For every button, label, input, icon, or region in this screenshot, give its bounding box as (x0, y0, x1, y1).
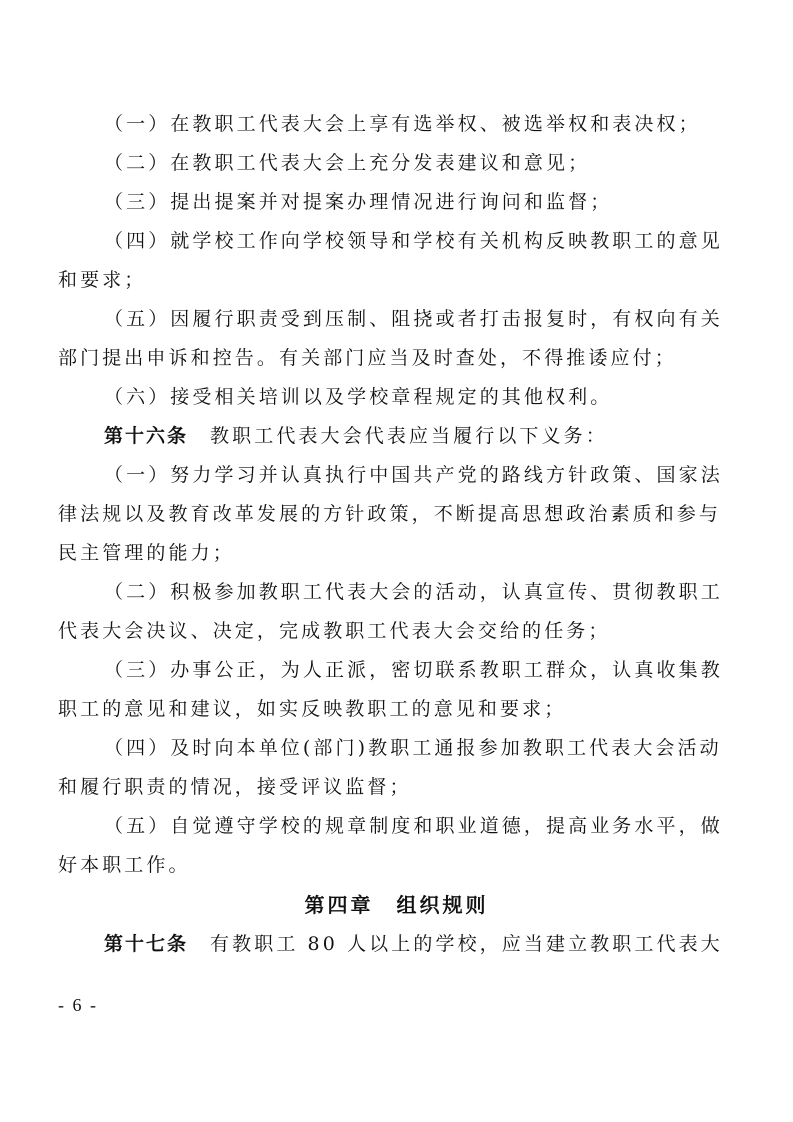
article-16-text: 教职工代表大会代表应当履行以下义务： (210, 425, 608, 447)
article-17-text: 有教职工 80 人以上的学校，应当建立教职工代表大 (210, 933, 723, 955)
text-line: 代表大会决议、决定，完成教职工代表大会交给的任务； (58, 620, 611, 642)
text-line: （二）积极参加教职工代表大会的活动，认真宣传、贯彻教职工 (104, 581, 723, 603)
article-16-label: 第十六条 (104, 425, 189, 447)
chapter-heading: 第四章 组织规则 (304, 893, 489, 917)
article-16-paragraph (104, 424, 784, 448)
text-line: （三）提出提案并对提案办理情况进行询问和监督； (104, 191, 613, 213)
page-number: - 6 - (58, 995, 98, 1015)
text-line: （五）因履行职责受到压制、阻挠或者打击报复时，有权向有关 (104, 308, 723, 330)
text-line: 职工的意见和建议，如实反映教职工的意见和要求； (58, 698, 567, 720)
text-line: （四）就学校工作向学校领导和学校有关机构反映教职工的意见 (104, 230, 723, 252)
article-17-label: 第十七条 (104, 933, 189, 955)
text-line: （二）在教职工代表大会上充分发表建议和意见； (104, 152, 591, 174)
text-line: 和履行职责的情况，接受评议监督； (58, 776, 412, 798)
text-line: 好本职工作。 (58, 854, 191, 876)
text-line: （六）接受相关培训以及学校章程规定的其他权利。 (104, 386, 613, 408)
text-line: （一）努力学习并认真执行中国共产党的路线方针政策、国家法 (104, 464, 723, 486)
text-line: 部门提出申诉和控告。有关部门应当及时查处，不得推诿应付； (58, 347, 677, 369)
article-17-paragraph (104, 932, 784, 956)
text-line: （三）办事公正，为人正派，密切联系教职工群众，认真收集教 (104, 659, 723, 681)
text-line: 律法规以及教育改革发展的方针政策，不断提高思想政治素质和参与 (58, 503, 722, 525)
text-line: （五）自觉遵守学校的规章制度和职业道德，提高业务水平，做 (104, 815, 723, 837)
text-line: （一）在教职工代表大会上享有选举权、被选举权和表决权； (104, 113, 701, 135)
text-line: （四）及时向本单位(部门)教职工通报参加教职工代表大会活动 (104, 737, 722, 759)
text-line: 和要求； (58, 269, 147, 291)
text-line: 民主管理的能力； (58, 542, 235, 564)
